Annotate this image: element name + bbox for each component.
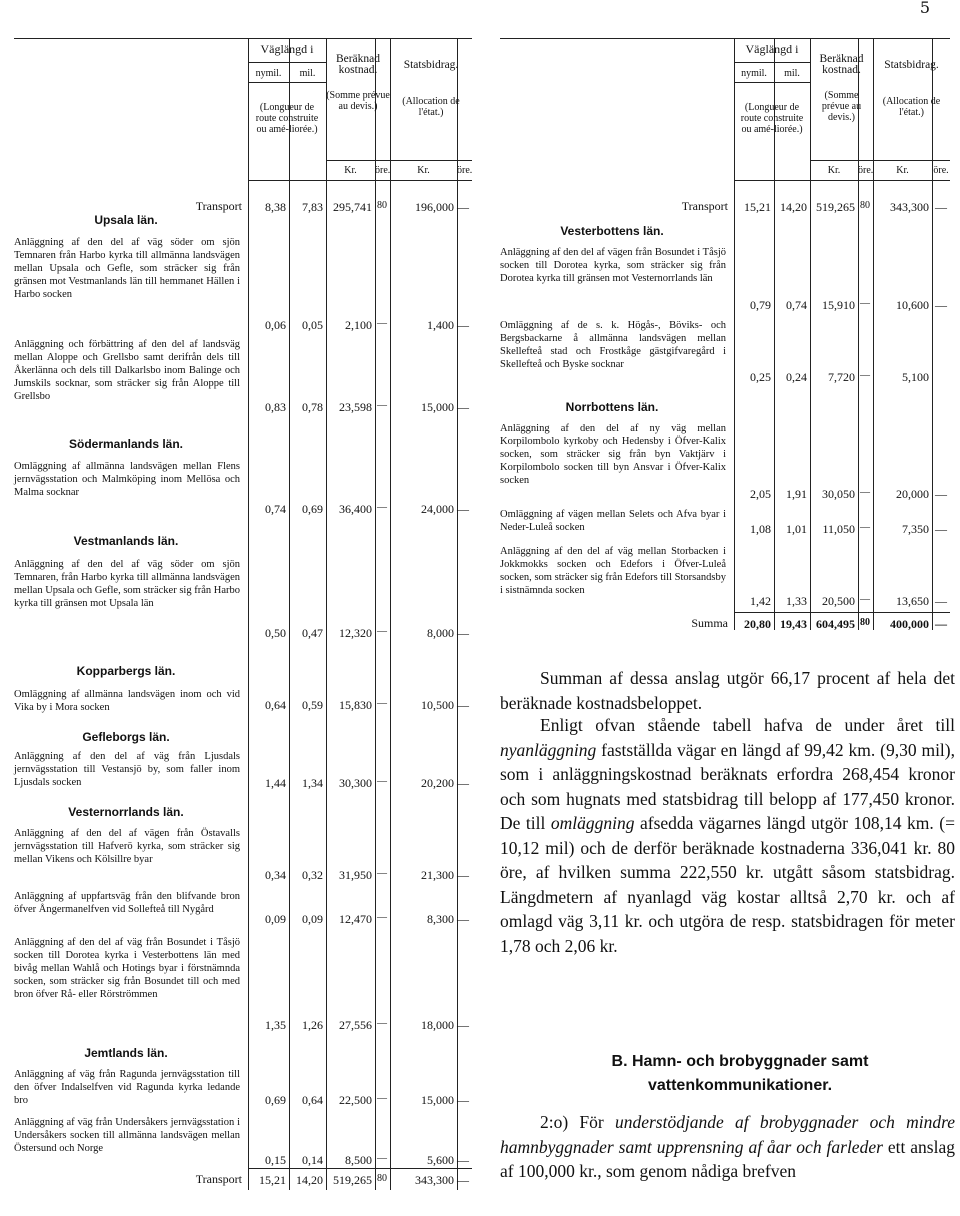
entry-cost-kr: 2,100 <box>345 318 372 332</box>
column-divider <box>932 38 933 630</box>
entry-grant-kr: 1,400 <box>427 318 454 332</box>
entry-mil: 0,32 <box>302 868 323 882</box>
transport-label: Transport <box>195 199 242 213</box>
entry-grant-ore: — <box>935 522 947 536</box>
entry-cost-kr: 15,910 <box>822 298 855 312</box>
entry-cost-kr: 23,598 <box>339 400 372 414</box>
entry-mil: 0,47 <box>302 626 323 640</box>
entry-cost-ore: — <box>860 522 870 533</box>
entry-mil: 1,26 <box>302 1018 323 1032</box>
header-cost-kr: Kr. <box>344 165 357 176</box>
column-divider <box>734 38 735 630</box>
entry-grant-kr: 21,300 <box>421 868 454 882</box>
entry-nymil: 0,64 <box>265 698 286 712</box>
bottom-total-mil: 14,20 <box>296 1173 323 1187</box>
section-title: Kopparbergs län. <box>76 664 176 678</box>
entry-cost-ore: — <box>860 370 870 381</box>
entry-grant-ore: — <box>457 400 469 414</box>
entry-cost-kr: 15,830 <box>339 698 372 712</box>
entry-description: Anläggning af väg från Ragunda jernvägsstation till den öfver Indalselfven vid Ragunda kyrka ledande bro <box>14 1069 240 1106</box>
entry-cost-ore: — <box>377 400 387 411</box>
entry-mil: 0,64 <box>302 1093 323 1107</box>
transport-top-nymil: 8,38 <box>265 200 286 214</box>
bottom-total-cost-ore: 80 <box>377 1173 387 1184</box>
entry-cost-ore: — <box>377 502 387 513</box>
entry-nymil: 0,09 <box>265 912 286 926</box>
bottom-rule <box>248 1168 472 1169</box>
transport-top-cost-kr: 519,265 <box>816 200 855 214</box>
entry-grant-kr: 7,350 <box>902 522 929 536</box>
entry-cost-ore: — <box>377 626 387 637</box>
header-length-rule <box>734 62 810 63</box>
bottom-total-cost-kr: 519,265 <box>333 1173 372 1187</box>
bottom-total-cost-ore: 80 <box>860 617 870 628</box>
entry-description: Anläggning af den del af väg från Bosundet i Tåsjö socken till Dorotea kyrka i Vesterbottens län med bivåg mellan Wahlå och Hotings byar i förstnämnda socken, som sträcker sig från Bosundet till och med bron öfver Rå- eller Rörströmmen <box>14 937 240 1000</box>
header-length: Väglängd i <box>260 42 314 56</box>
entry-cost-ore: — <box>377 868 387 879</box>
entry-nymil: 1,35 <box>265 1018 286 1032</box>
entry-mil: 0,69 <box>302 502 323 516</box>
column-divider <box>858 38 859 630</box>
entry-cost-kr: 20,500 <box>822 594 855 608</box>
entry-mil: 0,78 <box>302 400 323 414</box>
entry-nymil: 0,06 <box>265 318 286 332</box>
entry-grant-ore: — <box>457 502 469 516</box>
entry-description: Anläggning af den del af ny väg mellan Korpilombolo kyrkoby och Hedensby i Öfver-Kalix socken, som sträcker sig från byn Vaktjärv i Korpilombolo socken till byn Ansvar i Öfver-Kalix socken <box>500 423 726 486</box>
entry-cost-ore: — <box>377 912 387 923</box>
entry-grant-ore: — <box>457 318 469 332</box>
entry-grant-ore: — <box>935 487 947 501</box>
header-cost: Beräknad kostnad. <box>335 53 381 76</box>
entry-mil: 0,24 <box>786 370 807 384</box>
header-grant-kr: Kr. <box>896 165 909 176</box>
header-grant: Statsbidrag. <box>403 59 459 71</box>
bottom-total-grant-ore: — <box>935 617 947 631</box>
section-title: Vestmanlands län. <box>73 534 179 548</box>
entry-grant-ore: — <box>457 1153 469 1167</box>
transport-top-grant-kr: 196,000 <box>415 200 454 214</box>
header-grant-kr: Kr. <box>417 165 430 176</box>
entry-grant-kr: 13,650 <box>896 594 929 608</box>
entry-cost-kr: 12,320 <box>339 626 372 640</box>
section-title: Norrbottens län. <box>565 400 659 414</box>
entry-grant-kr: 8,000 <box>427 626 454 640</box>
entry-mil: 0,14 <box>302 1153 323 1167</box>
entry-cost-kr: 36,400 <box>339 502 372 516</box>
entry-grant-ore: — <box>457 626 469 640</box>
header-mil: mil. <box>299 68 316 79</box>
header-nymil: nymil. <box>741 68 767 79</box>
bottom-total-nymil: 20,80 <box>744 617 771 631</box>
entry-description: Anläggning af den del af väg mellan Storbacken i Jokkmokks socken och Edefors i Öfver-Luleå socken, som sträcker sig från Edefors till Storsandsby i sistnämnda socken <box>500 546 726 596</box>
entry-cost-ore: — <box>377 1018 387 1029</box>
entry-mil: 1,91 <box>786 487 807 501</box>
bottom-total-nymil: 15,21 <box>259 1173 286 1187</box>
length-paragraph: Enligt ofvan stående tabell hafva de under året till nyanläggning fastställda vägar en längd af 99,42 km. (9,30 mil), som i anläggningskostnad beräknats erfordra 268,454 kronor och som hugnats med statsbidrag till belopp af 177,450 kronor. De till omläggning afsedda vägarnes längd utgör 108,14 km. (= 10,12 mil) och de derför beräknade kostnaderna 336,041 kr. 80 öre, af hvilken summa 222,550 kr. utgått såsom statsbidrag. Längdmetern af nyanlagd väg kostar alltså 2,70 kr. och af omlagd väg 3,11 kr. och utgöra de resp. statsbidragen för meter 1,78 och 2,06 kr. <box>500 715 955 956</box>
entry-mil: 0,59 <box>302 698 323 712</box>
header-nymil: nymil. <box>255 68 282 79</box>
header-top-rule <box>500 38 950 39</box>
entry-description: Anläggning af den del af väg söder om sjön Temnaren från Harbo kyrka till allmänna landsvägen mellan Upsala och Gefle, som sträcker sig från gränsen mot Vestmanlands län till hemmanet Hällen i Harbo socken <box>14 237 240 300</box>
entry-nymil: 1,42 <box>750 594 771 608</box>
bottom-total-mil: 19,43 <box>780 617 807 631</box>
header-kr-rule <box>810 160 950 161</box>
entry-grant-kr: 15,000 <box>421 400 454 414</box>
bottom-total-grant-ore: — <box>457 1173 469 1187</box>
entry-nymil: 0,74 <box>265 502 286 516</box>
header-grant-fr: (Allocation de l'état.) <box>402 96 460 118</box>
entry-cost-kr: 8,500 <box>345 1153 372 1167</box>
entry-cost-ore: — <box>377 318 387 329</box>
section-title: Vesternorrlands län. <box>68 805 184 819</box>
entry-mil: 0,05 <box>302 318 323 332</box>
entry-nymil: 0,34 <box>265 868 286 882</box>
entry-mil: 1,33 <box>786 594 807 608</box>
header-cost: Beräknad kostnad. <box>819 53 864 76</box>
entry-cost-ore: — <box>377 698 387 709</box>
header-cost-ore: öre. <box>375 165 391 176</box>
section-title: Gefleborgs län. <box>82 730 170 744</box>
column-divider <box>873 38 874 630</box>
header-grant-fr: (Allocation de l'état.) <box>882 96 941 118</box>
transport-top-cost-ore: 80 <box>377 200 387 211</box>
entry-cost-ore: — <box>860 298 870 309</box>
entry-description: Omläggning af de s. k. Högås-, Böviks- och Bergsbackarne å allmänna landsvägen mellan Skellefteå stad och Frostkåge gästgifvaregård i Skellefteå och Byske socknar <box>500 320 726 370</box>
entry-nymil: 0,79 <box>750 298 771 312</box>
entry-nymil: 0,15 <box>265 1153 286 1167</box>
transport-top-mil: 14,20 <box>780 200 807 214</box>
section-title: Södermanlands län. <box>68 437 184 451</box>
entry-description: Omläggning af vägen mellan Selets och Afva byar i Neder-Luleå socken <box>500 509 726 533</box>
entry-grant-kr: 10,500 <box>421 698 454 712</box>
transport-label: Transport <box>681 199 728 213</box>
entry-mil: 0,09 <box>302 912 323 926</box>
transport-top-mil: 7,83 <box>302 200 323 214</box>
entry-grant-kr: 8,300 <box>427 912 454 926</box>
entry-description: Anläggning af den del af vägen från Östavalls jernvägsstation till Hafverö kyrka, som sträcker sig mellan Vikens och Kölsillre byar <box>14 828 240 865</box>
summary-paragraph: Summan af dessa anslag utgör 66,17 procent af hela det beräknade kostnadsbeloppet. <box>500 668 955 713</box>
entry-grant-ore: — <box>935 594 947 608</box>
page-number: 5 <box>919 0 930 17</box>
entry-mil: 1,34 <box>302 776 323 790</box>
entry-cost-kr: 7,720 <box>828 370 855 384</box>
entry-cost-ore: — <box>860 487 870 498</box>
entry-nymil: 0,69 <box>265 1093 286 1107</box>
entry-grant-ore: — <box>457 1018 469 1032</box>
entry-cost-kr: 30,050 <box>822 487 855 501</box>
entry-grant-kr: 10,600 <box>896 298 929 312</box>
entry-nymil: 0,83 <box>265 400 286 414</box>
entry-mil: 1,01 <box>786 522 807 536</box>
entry-grant-ore: — <box>457 698 469 712</box>
entry-cost-kr: 31,950 <box>339 868 372 882</box>
header-cost-fr: (Somme prévue au devis.) <box>326 90 390 112</box>
entry-description: Anläggning och förbättring af den del af landsväg mellan Aloppe och Grellsbo samt derifrån dels till Åkerlänna och dels till Dalkarlsbo inom Balinge och Jumskils socknar, som sträcker sig från Aloppe till Grellsbo <box>14 339 240 402</box>
bottom-total-grant-kr: 400,000 <box>890 617 929 631</box>
entry-nymil: 0,25 <box>750 370 771 384</box>
entry-description: Anläggning af den del af väg från Ljusdals jernvägsstation till Vestansjö by, som faller inom Ljusdals socken <box>14 751 240 788</box>
section-title: Jemtlands län. <box>84 1046 168 1060</box>
header-length-fr: (Longueur de route construite ou amé-liorée.) <box>255 102 319 135</box>
grant-paragraph: 2:o) För understödjande af brobyggnader och mindre hamnbyggnader samt upprensning af åar och farleder ett anslag af 100,000 kr., som genom nådiga brefven <box>500 1112 955 1181</box>
entry-description: Anläggning af uppfartsväg från den blifvande bron öfver Ångermanelfven vid Sollefteå till Nygård <box>14 891 240 915</box>
bottom-label: Transport <box>195 1172 242 1186</box>
transport-top-nymil: 15,21 <box>744 200 771 214</box>
entry-nymil: 1,44 <box>265 776 286 790</box>
entry-cost-ore: — <box>377 1093 387 1104</box>
entry-grant-kr: 20,200 <box>421 776 454 790</box>
transport-top-grant-ore: — <box>457 200 469 214</box>
bottom-total-cost-kr: 604,495 <box>816 617 855 631</box>
entry-grant-ore: — <box>935 298 947 312</box>
header-cost-ore: öre. <box>858 165 874 176</box>
column-divider <box>810 38 811 630</box>
entry-grant-ore: — <box>457 868 469 882</box>
entry-grant-ore: — <box>457 1093 469 1107</box>
entry-description: Anläggning af den del af vägen från Bosundet i Tåsjö socken till Dorotea kyrka, som sträcker sig från Dorotea kyrka till gränsen mot Vesternorrlands län <box>500 247 726 284</box>
section-title: Vesterbottens län. <box>560 224 664 238</box>
entry-grant-ore: — <box>457 912 469 926</box>
entry-grant-kr: 20,000 <box>896 487 929 501</box>
entry-grant-kr: 15,000 <box>421 1093 454 1107</box>
entry-grant-kr: 18,000 <box>421 1018 454 1032</box>
transport-top-grant-ore: — <box>935 200 947 214</box>
entry-cost-ore: — <box>860 594 870 605</box>
entry-description: Omläggning af allmänna landsvägen mellan Flens jernvägsstation och Malmköping inom Mellösa och Malma socknar <box>14 461 240 498</box>
entry-grant-kr: 5,600 <box>427 1153 454 1167</box>
bottom-rule <box>734 612 950 613</box>
header-grant: Statsbidrag. <box>884 59 939 71</box>
header-bottom-rule <box>734 180 950 181</box>
entry-grant-kr: 5,100 <box>902 370 929 384</box>
entry-cost-kr: 30,300 <box>339 776 372 790</box>
section-title: Upsala län. <box>94 213 158 227</box>
entry-description: Omläggning af allmänna landsvägen inom och vid Vika by i Mora socken <box>14 689 240 713</box>
entry-nymil: 0,50 <box>265 626 286 640</box>
section-heading-b: B. Hamn- och brobyggnader samt vattenkommunikationer. <box>611 1053 869 1094</box>
entry-cost-kr: 12,470 <box>339 912 372 926</box>
header-length: Väglängd i <box>745 42 799 56</box>
transport-top-cost-ore: 80 <box>860 200 870 211</box>
entry-cost-kr: 22,500 <box>339 1093 372 1107</box>
bottom-total-grant-kr: 343,300 <box>415 1173 454 1187</box>
entry-cost-ore: — <box>377 776 387 787</box>
entry-mil: 0,74 <box>786 298 807 312</box>
header-mil: mil. <box>784 68 800 79</box>
header-length-sub-rule <box>734 82 810 83</box>
bottom-label: Summa <box>691 616 728 630</box>
header-grant-ore: öre. <box>933 165 949 176</box>
entry-grant-kr: 24,000 <box>421 502 454 516</box>
entry-grant-ore: — <box>457 776 469 790</box>
entry-cost-kr: 27,556 <box>339 1018 372 1032</box>
header-cost-kr: Kr. <box>827 165 841 176</box>
entry-nymil: 2,05 <box>750 487 771 501</box>
transport-top-cost-kr: 295,741 <box>333 200 372 214</box>
entry-cost-kr: 11,050 <box>822 522 855 536</box>
header-length-fr: (Longueur de route construite ou amé-liorée.) <box>740 102 804 135</box>
entry-nymil: 1,08 <box>750 522 771 536</box>
transport-top-grant-kr: 343,300 <box>890 200 929 214</box>
entry-cost-ore: — <box>377 1153 387 1164</box>
entry-description: Anläggning af väg från Undersåkers jernvägsstation i Undersåkers socken till allmänna landsvägen mellan Östersund och Norge <box>14 1117 240 1154</box>
entry-description: Anläggning af den del af väg söder om sjön Temnaren, från Harbo kyrka till allmänna landsvägen mellan Upsala och Gefle, som sträcker sig från Harbo kyrka till gränsen mot Upsala län <box>14 559 240 609</box>
header-grant-ore: öre. <box>457 165 473 176</box>
header-cost-fr: (Somme prévue au devis.) <box>821 90 862 123</box>
